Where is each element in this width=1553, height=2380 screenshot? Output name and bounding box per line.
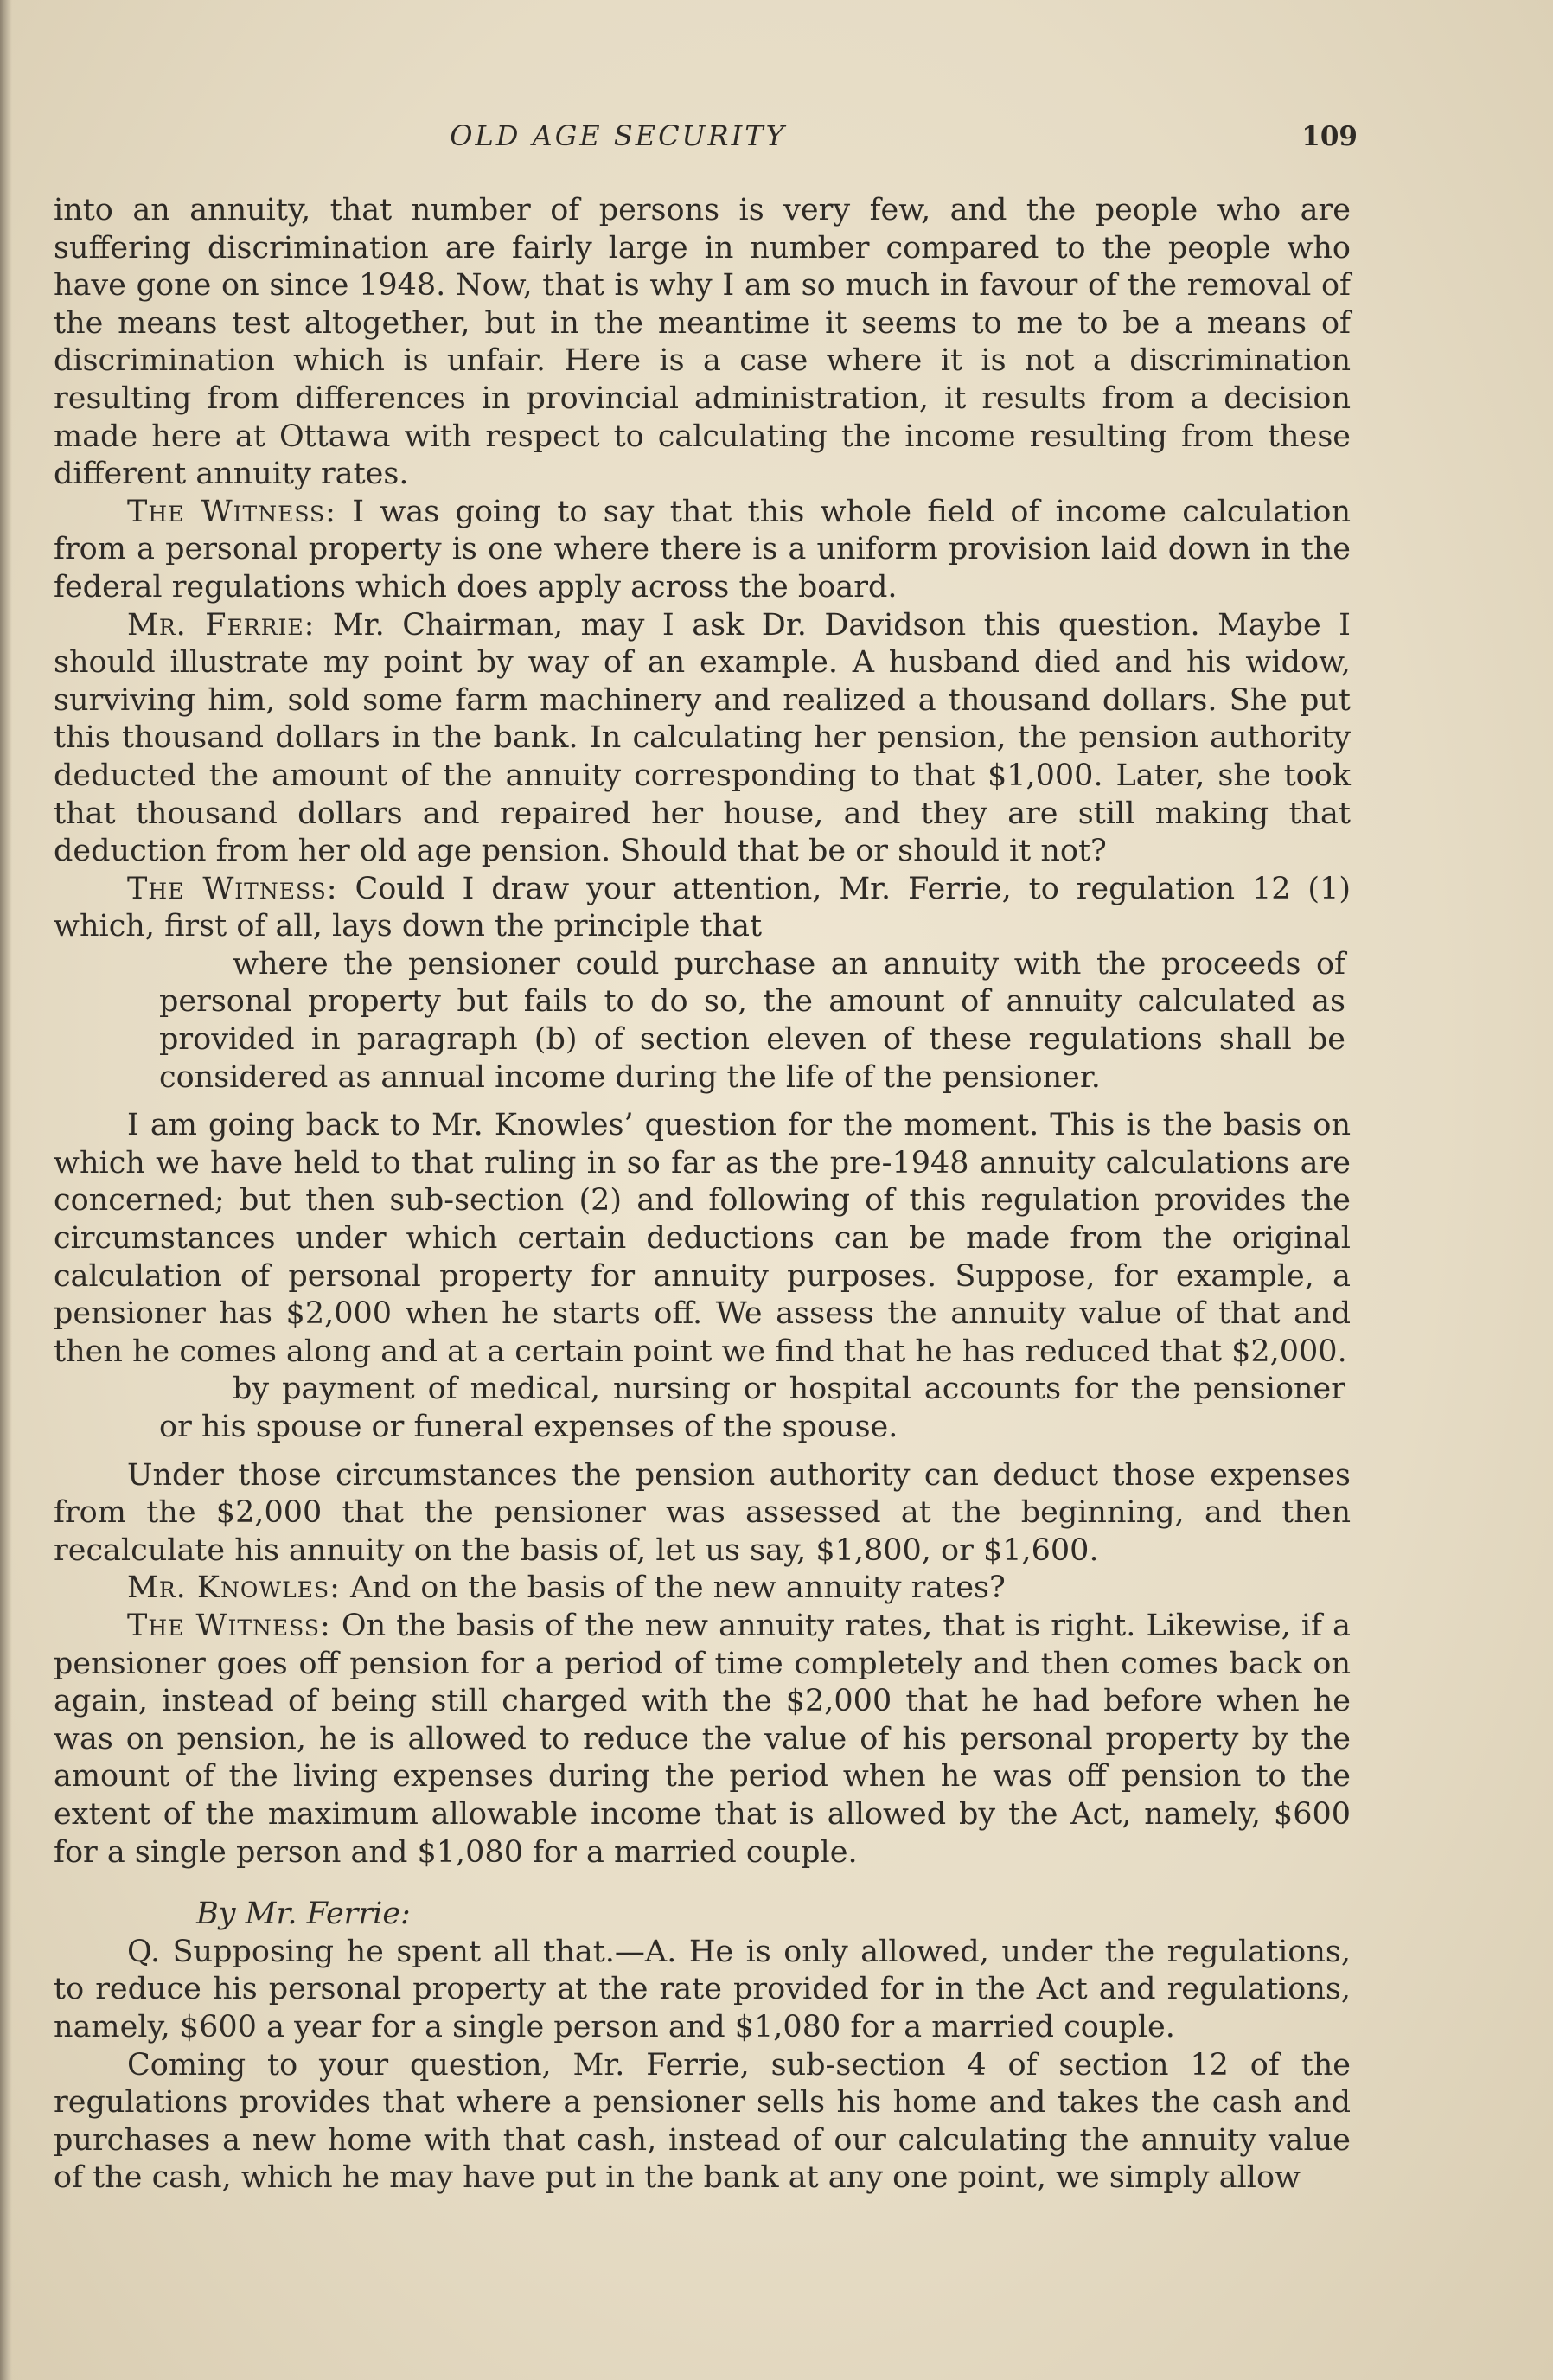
- page-header: [0, 119, 1553, 163]
- paragraph-text: Mr. Chairman, may I ask Dr. Davidson this question. Maybe I should illustrate my point by way of an example. A husband died and his widow, surviving him, sold some farm machinery and realized a thousand dollars. She put this thousand dollars in the bank. In calculating her pension, the pension authority deducted the amount of the annuity corresponding to that $1,000. Later, she took that thousand dollars and repaired her house, and they are still making that deduction from her old age pension. Should that be or should it not?: [54, 607, 1351, 869]
- paragraph-6: Under those circumstances the pension authority can deduct those expenses from the $2,000 that the pensioner was assessed at the beginning, and then recalculate his annuity on the basis of, let us say, $1,800, or $1,600.: [54, 1457, 1351, 1568]
- paragraph-3: [54, 607, 1351, 871]
- regulation-quote-1: where the pensioner could purchase an annuity with the proceeds of personal property but fails to do so, the amount of annuity calculated as provided in paragraph (b) of section eleven of these regulations shall be considered as annual income during the life of the pensioner.: [159, 946, 1345, 1095]
- paragraph-5: I am going back to Mr. Knowles’ question for the moment. This is the basis on which we have held to that ruling in so far as the pre-1948 annuity calculations are concerned; but then sub-section (2) and following of this regulation provides the circumstances under which certain deductions can be made from the original calculation of personal property for annuity purposes. Suppose, for example, a pensioner has $2,000 when he starts off. We assess the annuity value of that and then he comes along and at a certain point we find that he has reduced that $2,000.: [54, 1108, 1351, 1369]
- speaker-label: The Witness:: [127, 871, 338, 906]
- speaker-label: The Witness:: [127, 1608, 331, 1643]
- paragraph-2: [54, 494, 1351, 607]
- paragraph-text: And on the basis of the new annuity rates?: [340, 1571, 1006, 1606]
- regulation-quote-2: by payment of medical, nursing or hospital accounts for the pensioner or his spouse or funeral expenses of the spouse.: [159, 1372, 1345, 1444]
- speaker-label: The Witness:: [127, 494, 336, 529]
- running-title: OLD AGE SECURITY: [450, 119, 787, 152]
- paragraph-text: On the basis of the new annuity rates, that is right. Likewise, if a pensioner goes off pension for a period of time completely and then comes back on again, instead of being still charged with the $2,000 that he had before when he was on pension, he is allowed to reduce the value of his personal property by the amount of the living expenses during the period when he was off pension to the extent of the maximum allowable income that is allowed by the Act, namely, $600 for a single person and $1,080 for a married couple.: [54, 1608, 1352, 1870]
- paragraph-10: Coming to your question, Mr. Ferrie, sub-section 4 of section 12 of the regulations provides that where a pensioner sells his home and takes the cash and purchases a new home with that cash, instead of our calculating the annuity value of the cash, which he may have put in the bank at any one point, we simply allow: [54, 2047, 1351, 2196]
- paragraph-4: [54, 871, 1351, 946]
- page-edge-shadow: [0, 0, 12, 2380]
- paragraph-text: I was going to say that this whole field of income calculation from a personal property is one where there is a uniform provision laid down in the federal regulations which does apply across the board.: [54, 494, 1351, 605]
- paragraph-7: [54, 1570, 1351, 1608]
- examiner-subheading: By Mr. Ferrie:: [196, 1897, 411, 1932]
- speaker-label: Mr. Ferrie:: [127, 607, 316, 643]
- paragraph-text: Could I draw your attention, Mr. Ferrie, to regulation 12 (1) which, first of all, lays down the principle that: [54, 871, 1351, 944]
- page-number: 109: [1301, 121, 1358, 152]
- body-text: [54, 192, 1351, 2198]
- paragraph-1: into an annuity, that number of persons is very few, and the people who are suffering discrimination are fairly large in number compared to the people who have gone on since 1948. Now, that is why I am so much in favour of the removal of the means test altogether, but in the meantime it seems to me to be a means of discrimination which is unfair. Here is a case where it is not a discrimination resulting from differences in provincial administration, it results from a decision made here at Ottawa with respect to calculating the income resulting from these different annuity rates.: [54, 193, 1351, 492]
- speaker-label: Mr. Knowles:: [127, 1571, 341, 1606]
- paragraph-9: Q. Supposing he spent all that.—A. He is only allowed, under the regulations, to reduce his personal property at the rate provided for in the Act and regulations, namely, $600 a year for a single person and $1,080 for a married couple.: [54, 1934, 1351, 2044]
- paragraph-8: [54, 1608, 1351, 1871]
